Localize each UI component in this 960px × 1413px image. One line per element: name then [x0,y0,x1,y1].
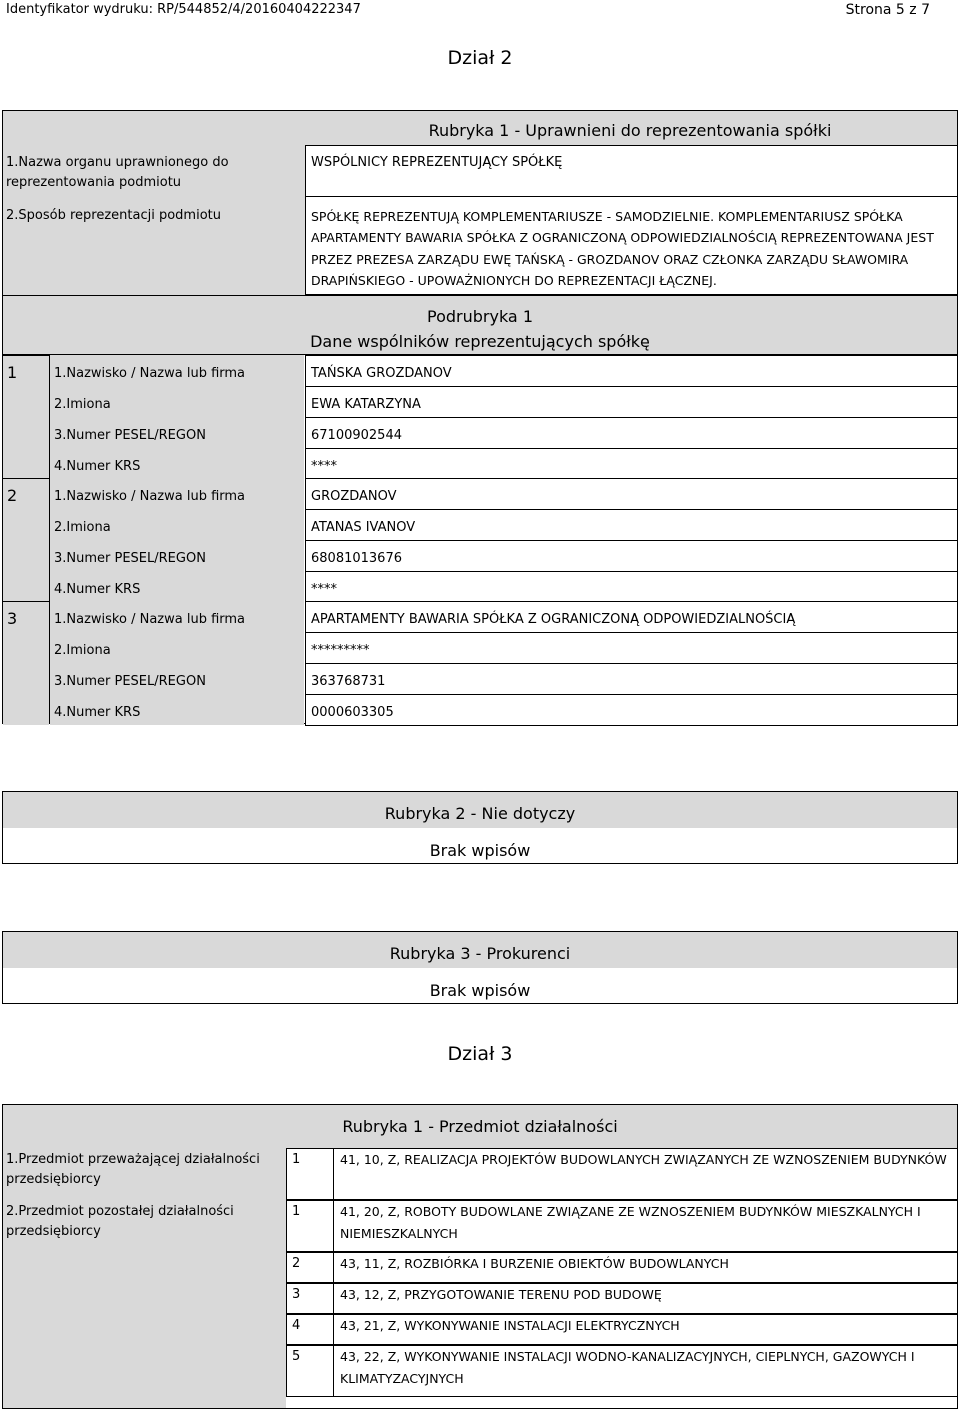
activity-text: 41, 10, Z, REALIZACJA PROJEKTÓW BUDOWLANYCH ZWIĄZANYCH ZE WZNOSZENIEM BUDYNKÓW [340,1152,947,1167]
partner-field-value: ATANAS IVANOV [311,520,416,535]
partner-value-cell [305,694,958,726]
partner-number: 2 [7,486,18,505]
partner-value-cell [305,448,958,480]
partner-field-value: 68081013676 [311,551,402,566]
partner-field-value: APARTAMENTY BAWARIA SPÓŁKA Z OGRANICZONĄ ODPOWIEDZIALNOŚCIĄ [311,612,796,627]
partner-divider [3,478,50,479]
partner-field-value: EWA KATARZYNA [311,397,421,412]
organ-label: 1.Nazwa organu uprawnionego do reprezentowania podmiotu [6,155,229,190]
page-number: Strona 5 z 7 [845,2,930,18]
rubryka-1-title: Rubryka 1 - Uprawnieni do reprezentowania spółki [428,121,832,140]
partner-field-label: 2.Imiona [54,397,111,412]
activity-number: 5 [292,1349,301,1364]
section-title-dzial-3: Dział 3 [447,1043,513,1065]
rubryka-2-body: Brak wpisów [429,841,531,860]
activity-text: 43, 11, Z, ROZBIÓRKA I BURZENIE OBIEKTÓW BUDOWLANYCH [340,1256,729,1271]
podrubryka-title: Podrubryka 1 [427,307,533,326]
partner-field-label: 4.Numer KRS [54,582,141,597]
activity-text: 43, 22, Z, WYKONYWANIE INSTALACJI WODNO-KANALIZACYJNYCH, CIEPLNYCH, GAZOWYCH I KLIMATYZACYJNYCH [340,1349,915,1386]
partner-field-value: 363768731 [311,674,386,689]
partner-value-cell [305,571,958,603]
partner-field-label: 4.Numer KRS [54,459,141,474]
main-activity-label: 1.Przedmiot przeważającej działalności przedsiębiorcy [6,1152,260,1187]
partner-field-label: 3.Numer PESEL/REGON [54,674,206,689]
podrubryka-subtitle: Dane wspólników reprezentujących spółkę [310,332,650,351]
rubryka-3-title: Rubryka 3 - Prokurenci [389,944,571,963]
activity-number: 1 [292,1204,301,1219]
partner-divider [3,355,50,356]
section-title-dzial-2: Dział 2 [447,47,513,69]
partner-number: 3 [7,609,18,628]
partner-field-value: GROZDANOV [311,489,397,504]
partner-value-cell [305,478,958,510]
partner-field-value: TAŃSKA GROZDANOV [311,366,452,381]
partner-field-label: 3.Numer PESEL/REGON [54,551,206,566]
partner-field-label: 2.Imiona [54,643,111,658]
partner-field-label: 3.Numer PESEL/REGON [54,428,206,443]
activity-number: 3 [292,1287,301,1302]
partner-field-label: 2.Imiona [54,520,111,535]
rubryka-2-title: Rubryka 2 - Nie dotyczy [384,804,576,823]
partner-divider [3,601,50,602]
partner-value-cell [305,663,958,695]
partner-column-divider [49,355,50,723]
sposob-label: 2.Sposób reprezentacji podmiotu [6,208,221,223]
partner-value-cell [305,417,958,449]
other-activity-label: 2.Przedmiot pozostałej działalności przedsiębiorcy [6,1204,234,1239]
partner-field-value: 0000603305 [311,705,394,720]
activity-text: 41, 20, Z, ROBOTY BUDOWLANE ZWIĄZANE ZE WZNOSZENIEM BUDYNKÓW MIESZKALNYCH I NIEMIESZKALNYCH [340,1204,921,1241]
activity-number: 2 [292,1256,301,1271]
partner-value-cell [305,632,958,664]
partner-field-value: **** [311,582,337,597]
activity-text: 43, 12, Z, PRZYGOTOWANIE TERENU POD BUDOWĘ [340,1287,662,1302]
print-identifier: Identyfikator wydruku: RP/544852/4/20160404222347 [6,2,361,17]
activity-number: 1 [292,1152,301,1167]
partner-field-label: 1.Nazwisko / Nazwa lub firma [54,366,246,381]
sposob-value: SPÓŁKĘ REPREZENTUJĄ KOMPLEMENTARIUSZE - SAMODZIELNIE. KOMPLEMENTARIUSZ SPÓŁKA APARTAMENTY BAWARIA SPÓŁKA Z OGRANICZONĄ ODPOWIEDZIALNOŚCIĄ REPREZENTOWANA JEST PRZEZ PREZESA ZARZĄDU EWĘ TAŃSKĄ - GROZDANOV ORAZ CZŁONKA ZARZĄDU SŁAWOMIRA DRAPIŃSKIEGO - UPOWAŻNIONYCH DO REPREZENTACJI ŁĄCZNEJ. [311,209,934,288]
partner-field-value: **** [311,459,337,474]
organ-value: WSPÓLNICY REPREZENTUJĄCY SPÓŁKĘ [311,155,563,170]
partner-field-value: 67100902544 [311,428,402,443]
activity-text: 43, 21, Z, WYKONYWANIE INSTALACJI ELEKTRYCZNYCH [340,1318,680,1333]
partner-field-label: 1.Nazwisko / Nazwa lub firma [54,489,246,504]
partner-field-value: ********* [311,643,370,658]
dzial-3-rubryka-1-title: Rubryka 1 - Przedmiot działalności [342,1117,618,1136]
partner-number: 1 [7,363,18,382]
partner-field-label: 1.Nazwisko / Nazwa lub firma [54,612,246,627]
rubryka-3-body: Brak wpisów [429,981,531,1000]
activity-number: 4 [292,1318,301,1333]
partner-field-label: 4.Numer KRS [54,705,141,720]
partner-value-cell [305,540,958,572]
